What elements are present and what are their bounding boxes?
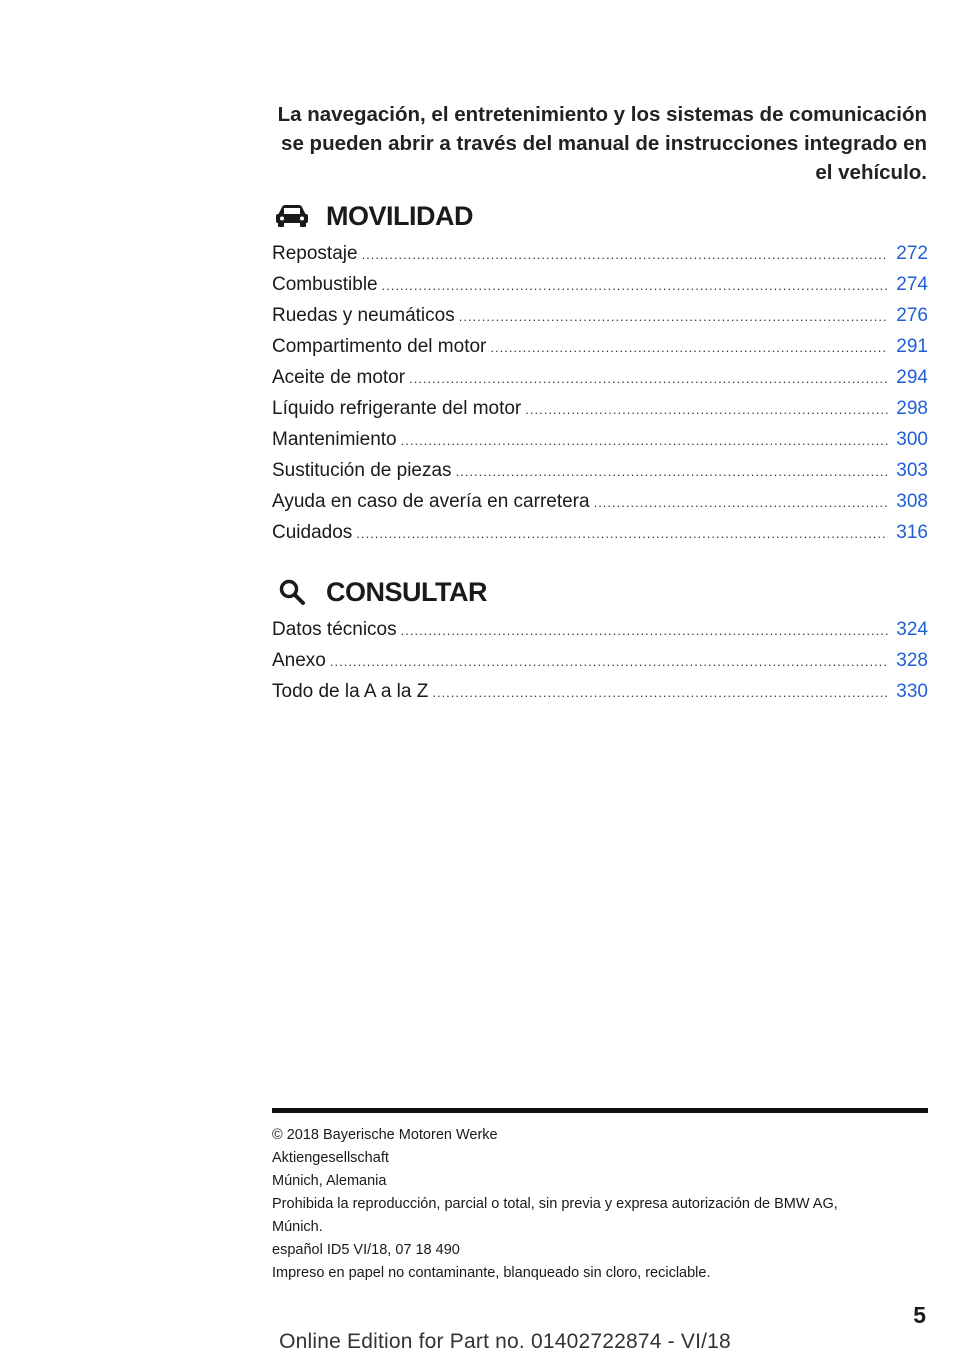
toc-entry-combustible[interactable] bbox=[272, 269, 928, 300]
imprint-line: Prohibida la reproducción, parcial o total, sin previa y expresa autorización de BMW AG, bbox=[272, 1196, 838, 1212]
toc-entry-todo-a-z[interactable] bbox=[272, 676, 928, 707]
toc-consultar bbox=[272, 614, 928, 707]
imprint-line: Impreso en papel no contaminante, blanqueado sin cloro, reciclable. bbox=[272, 1265, 711, 1281]
imprint-line: © 2018 Bayerische Motoren Werke bbox=[272, 1127, 498, 1143]
toc-page-link[interactable]: 316 bbox=[896, 522, 928, 543]
dot-leader bbox=[525, 394, 888, 425]
dot-leader bbox=[401, 615, 888, 646]
toc-page-link[interactable]: 330 bbox=[896, 681, 928, 702]
toc-entry-label: Compartimento del motor bbox=[272, 336, 487, 357]
toc-entry-cuidados[interactable] bbox=[272, 517, 928, 548]
divider-rule bbox=[272, 1108, 928, 1113]
toc-entry-label: Ruedas y neumáticos bbox=[272, 305, 455, 326]
toc-entry-ruedas[interactable] bbox=[272, 300, 928, 331]
toc-entry-anexo[interactable] bbox=[272, 645, 928, 676]
dot-leader bbox=[490, 332, 888, 363]
toc-page-link[interactable]: 272 bbox=[896, 243, 928, 264]
toc-entry-compartimento[interactable] bbox=[272, 331, 928, 362]
dot-leader bbox=[432, 677, 888, 708]
section-header-movilidad bbox=[272, 196, 473, 236]
toc-entry-label: Cuidados bbox=[272, 522, 353, 543]
toc-entry-label: Sustitución de piezas bbox=[272, 460, 452, 481]
dot-leader bbox=[409, 363, 888, 394]
toc-entry-label: Aceite de motor bbox=[272, 367, 406, 388]
imprint-line: Múnich, Alemania bbox=[272, 1173, 387, 1189]
imprint-line: Múnich. bbox=[272, 1219, 323, 1235]
dot-leader bbox=[382, 270, 888, 301]
intro-text: La navegación, el entretenimiento y los sistemas de comunicación se pueden abrir a través del manual de instrucciones integrado en el vehículo. bbox=[277, 103, 927, 184]
toc-page-link[interactable]: 303 bbox=[896, 460, 928, 481]
dot-leader bbox=[356, 518, 888, 549]
toc-entry-label: Ayuda en caso de avería en carretera bbox=[272, 491, 590, 512]
toc-page-link[interactable]: 294 bbox=[896, 367, 928, 388]
search-icon bbox=[272, 576, 312, 608]
toc-entry-label: Mantenimiento bbox=[272, 429, 397, 450]
toc-entry-label: Combustible bbox=[272, 274, 378, 295]
toc-entry-label: Repostaje bbox=[272, 243, 358, 264]
footer-edition: Online Edition for Part no. 01402722874 - VI/18 bbox=[279, 1330, 731, 1353]
toc-entry-repostaje[interactable] bbox=[272, 238, 928, 269]
toc-page-link[interactable]: 298 bbox=[896, 398, 928, 419]
dot-leader bbox=[594, 487, 888, 518]
imprint-block bbox=[272, 1124, 912, 1285]
toc-entry-mantenimiento[interactable] bbox=[272, 424, 928, 455]
toc-page-link[interactable]: 291 bbox=[896, 336, 928, 357]
toc-page-link[interactable]: 328 bbox=[896, 650, 928, 671]
section-title: CONSULTAR bbox=[326, 576, 487, 607]
page-number: 5 bbox=[913, 1302, 926, 1328]
toc-movilidad bbox=[272, 238, 928, 548]
toc-entry-sustitucion[interactable] bbox=[272, 455, 928, 486]
dot-leader bbox=[456, 456, 888, 487]
toc-entry-label: Anexo bbox=[272, 650, 326, 671]
toc-entry-label: Todo de la A a la Z bbox=[272, 681, 429, 702]
toc-entry-label: Datos técnicos bbox=[272, 619, 397, 640]
toc-entry-aceite[interactable] bbox=[272, 362, 928, 393]
toc-page-link[interactable]: 274 bbox=[896, 274, 928, 295]
car-icon bbox=[272, 200, 312, 232]
toc-entry-label: Líquido refrigerante del motor bbox=[272, 398, 522, 419]
toc-page-link[interactable]: 276 bbox=[896, 305, 928, 326]
section-title: MOVILIDAD bbox=[326, 200, 473, 231]
section-header-consultar bbox=[272, 572, 487, 612]
imprint-line: español ID5 VI/18, 07 18 490 bbox=[272, 1242, 460, 1258]
dot-leader bbox=[362, 239, 888, 270]
dot-leader bbox=[401, 425, 888, 456]
toc-entry-ayuda[interactable] bbox=[272, 486, 928, 517]
dot-leader bbox=[330, 646, 888, 677]
toc-page-link[interactable]: 308 bbox=[896, 491, 928, 512]
toc-entry-liquido[interactable] bbox=[272, 393, 928, 424]
toc-page-link[interactable]: 300 bbox=[896, 429, 928, 450]
toc-entry-datos-tecnicos[interactable] bbox=[272, 614, 928, 645]
imprint-line: Aktiengesellschaft bbox=[272, 1150, 389, 1166]
toc-page-link[interactable]: 324 bbox=[896, 619, 928, 640]
dot-leader bbox=[459, 301, 888, 332]
